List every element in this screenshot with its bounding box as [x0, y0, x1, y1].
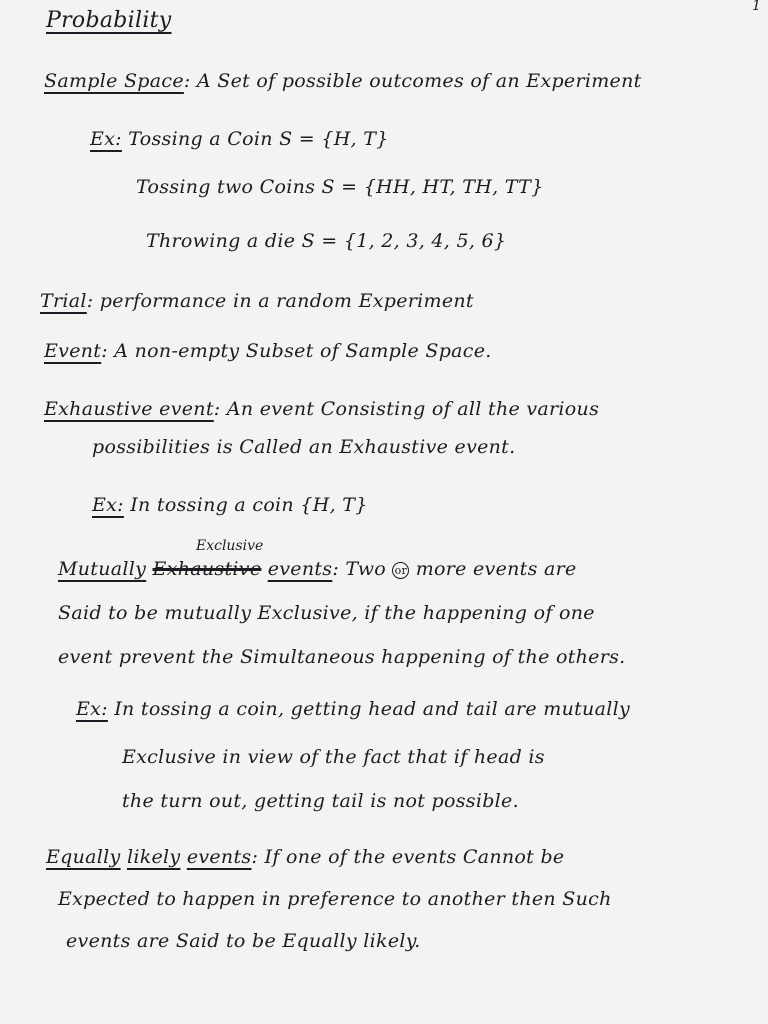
example-text: Tossing a Coin S = {H, T} [128, 128, 389, 150]
example-text: In tossing a coin, getting head and tail are mutually [114, 698, 631, 720]
sample-space-example-1 [90, 128, 389, 150]
example-text: In tossing a coin {H, T} [130, 494, 368, 516]
exhaustive-example [92, 494, 368, 516]
equally-term: Equally [46, 846, 121, 868]
exhaustive-definition [44, 398, 599, 420]
events-term: events [267, 558, 333, 580]
example-label: Ex: [90, 128, 122, 150]
trial-definition [40, 290, 474, 312]
exhaustive-definition-line-2: possibilities is Called an Exhaustive event. [92, 436, 516, 458]
equally-likely-line-2: Expected to happen in preference to another then Such [58, 888, 612, 910]
mutually-text-a: : Two [332, 558, 386, 580]
exhaustive-text: : An event Consisting of all the various [213, 398, 600, 420]
exhaustive-term: Exhaustive event [44, 398, 214, 420]
or-mark: or [392, 562, 409, 579]
mutually-text-b: more events are [415, 558, 577, 580]
equally-likely-definition [46, 846, 564, 868]
trial-text: : performance in a random Experiment [86, 290, 474, 312]
mutually-exclusive-example-1 [76, 698, 630, 720]
events-term: events [186, 846, 252, 868]
mutually-exclusive-line-3: event prevent the Simultaneous happening of the others. [58, 646, 626, 668]
event-definition [44, 340, 492, 362]
mutually-exclusive-example-3: the turn out, getting tail is not possible. [122, 790, 519, 812]
example-label: Ex: [92, 494, 124, 516]
exclusive-correction: Exclusive [196, 538, 264, 554]
trial-term: Trial [40, 290, 87, 312]
mutually-term: Mutually [58, 558, 147, 580]
page-number: 1 [752, 0, 761, 14]
likely-term: likely [126, 846, 181, 868]
sample-space-example-2: Tossing two Coins S = {HH, HT, TH, TT} [136, 176, 544, 198]
sample-space-example-3: Throwing a die S = {1, 2, 3, 4, 5, 6} [146, 230, 507, 252]
event-term: Event [44, 340, 102, 362]
example-label: Ex: [76, 698, 108, 720]
sample-space-text: : A Set of possible outcomes of an Experiment [183, 70, 642, 92]
sample-space-definition [44, 70, 642, 92]
equally-likely-line-3: events are Said to be Equally likely. [66, 930, 421, 952]
exhaustive-struck-term: Exhaustive [152, 558, 262, 580]
mutually-exclusive-example-2: Exclusive in view of the fact that if head is [122, 746, 545, 768]
mutually-exclusive-definition [58, 558, 577, 580]
sample-space-term: Sample Space [44, 70, 184, 92]
equally-text: : If one of the events Cannot be [251, 846, 565, 868]
page-title: Probability [46, 8, 172, 33]
mutually-exclusive-line-2: Said to be mutually Exclusive, if the happening of one [58, 602, 595, 624]
event-text: : A non-empty Subset of Sample Space. [101, 340, 492, 362]
